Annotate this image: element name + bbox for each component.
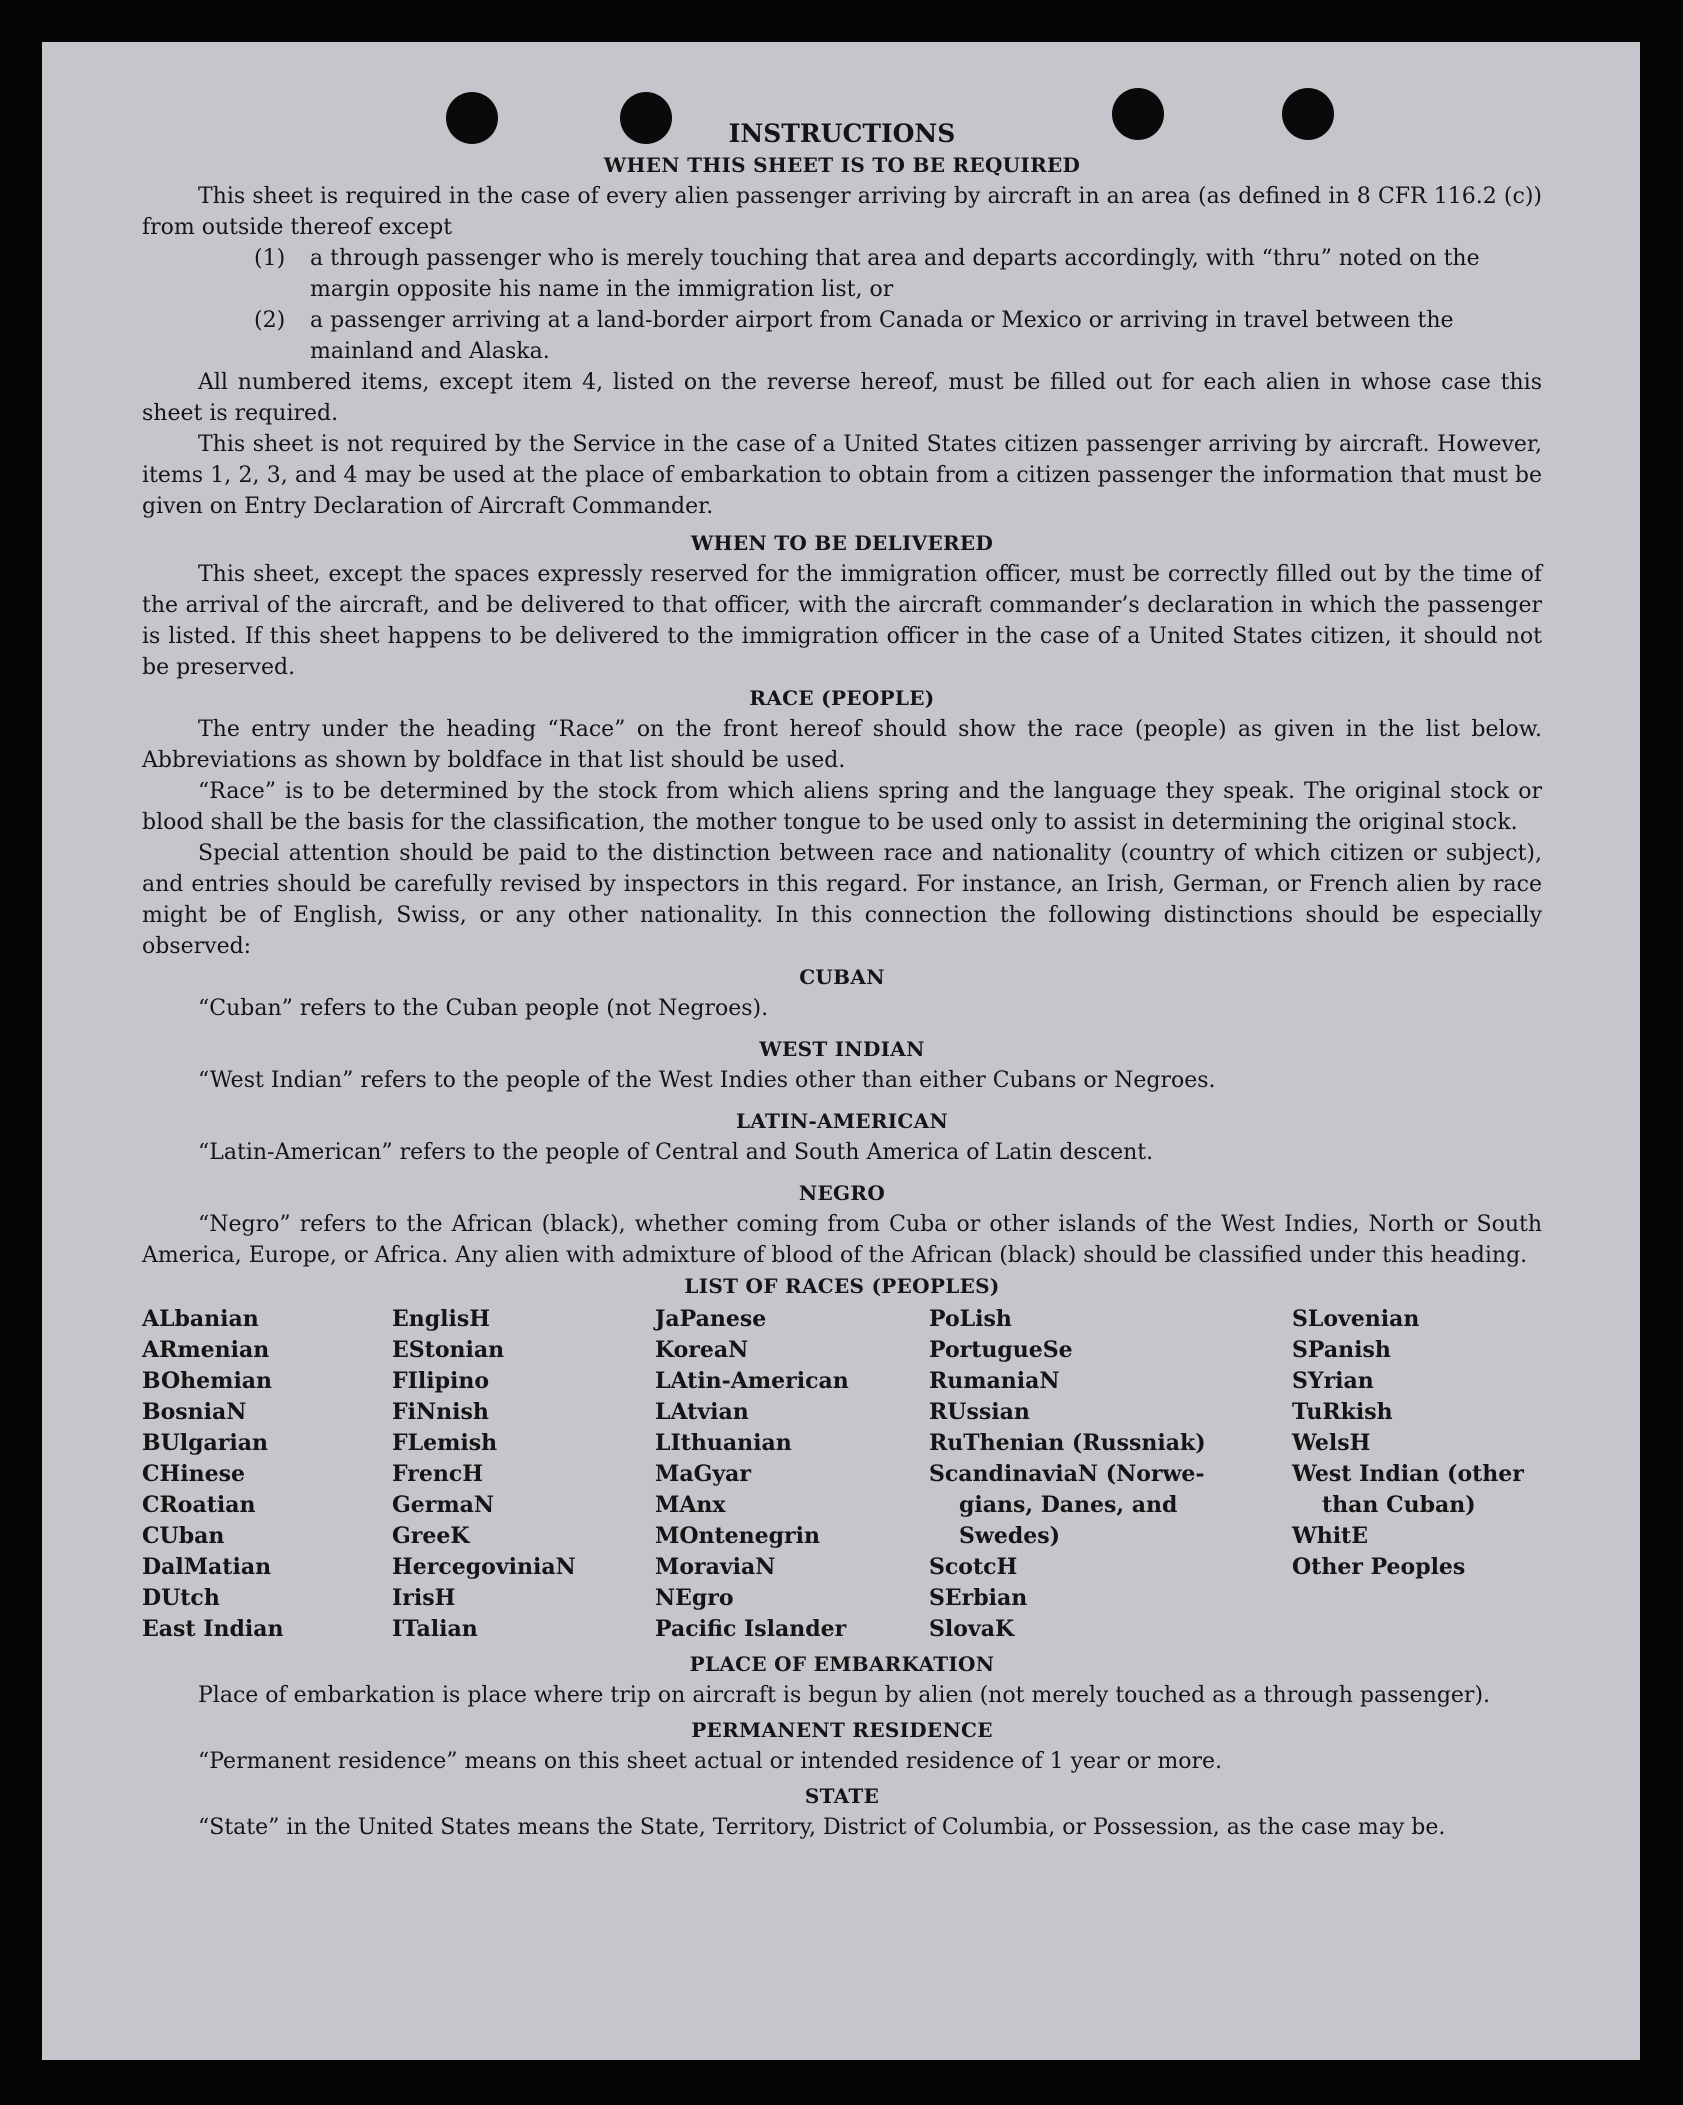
race-entry: Other Peoples: [1292, 1554, 1466, 1580]
section-heading-state: STATE: [804, 1784, 880, 1808]
race-entry: BosniaN: [142, 1399, 247, 1425]
race-entry: LIthuanian: [655, 1430, 792, 1456]
section-heading-latin-american: LATIN-AMERICAN: [735, 1109, 949, 1133]
race-entry: East Indian: [142, 1616, 284, 1642]
paragraph: The entry under the heading “Race” on the front hereof should show the race (people) as given in the list below. Abbreviations as shown by boldface in that list should be used.: [142, 717, 1542, 773]
race-entry: PortugueSe: [929, 1337, 1073, 1363]
item-number: (2): [254, 308, 286, 333]
race-entry: EnglisH: [392, 1306, 491, 1332]
races-column: [655, 1304, 929, 1645]
race-entry: BUlgarian: [142, 1430, 268, 1456]
race-entry: SErbian: [929, 1585, 1028, 1611]
race-entry: DUtch: [142, 1585, 220, 1611]
race-entry: LAtvian: [655, 1399, 749, 1425]
race-entry: TuRkish: [1292, 1399, 1393, 1425]
race-entry: SlovaK: [929, 1616, 1015, 1642]
race-entry: LAtin-American: [655, 1368, 849, 1394]
section-heading-when-delivered: WHEN TO BE DELIVERED: [690, 531, 994, 555]
race-entry: ScandinaviaN (Norwe-: [929, 1461, 1205, 1487]
race-entry: CHinese: [142, 1461, 246, 1487]
paragraph: All numbered items, except item 4, listed on the reverse hereof, must be filled out for each alien in whose case this sheet is required.: [142, 370, 1542, 426]
race-entry: West Indian (other: [1292, 1461, 1524, 1487]
races-list: [142, 1304, 1542, 1645]
race-entry: RumaniaN: [929, 1368, 1060, 1394]
race-entry: MoraviaN: [655, 1554, 776, 1580]
race-entry: MAnx: [655, 1492, 726, 1518]
race-entry: NEgro: [655, 1585, 734, 1611]
race-entry: DalMatian: [142, 1554, 272, 1580]
item-text: a through passenger who is merely touching that area and departs accordingly, with “thru” noted on the margin opposite his name in the immigration list, or: [310, 246, 1480, 302]
races-column: [392, 1304, 655, 1645]
section-heading-list-of-races: LIST OF RACES (PEOPLES): [684, 1274, 1000, 1298]
race-entry: PoLish: [929, 1306, 1012, 1332]
race-entry: FrencH: [392, 1461, 483, 1487]
race-entry: IrisH: [392, 1585, 456, 1611]
paragraph: “State” in the United States means the State, Territory, District of Columbia, or Possession, as the case may be.: [198, 1815, 1446, 1840]
races-column: [929, 1304, 1292, 1645]
section-heading-embarkation: PLACE OF EMBARKATION: [689, 1652, 995, 1676]
race-entry: JaPanese: [655, 1306, 767, 1332]
item-text: a passenger arriving at a land-border airport from Canada or Mexico or arriving in travel between the mainland and Alaska.: [310, 308, 1454, 364]
race-entry: MOntenegrin: [655, 1523, 820, 1549]
race-entry: RUssian: [929, 1399, 1030, 1425]
race-entry: gians, Danes, and: [959, 1492, 1178, 1518]
paragraph: “Cuban” refers to the Cuban people (not Negroes).: [198, 996, 769, 1021]
page-title: INSTRUCTIONS: [728, 119, 956, 148]
section-heading-cuban: CUBAN: [799, 965, 885, 989]
race-entry: WhitE: [1292, 1523, 1368, 1549]
race-entry: WelsH: [1292, 1430, 1371, 1456]
paragraph: This sheet is not required by the Service in the case of a United States citizen passenger arriving by aircraft. However, items 1, 2, 3, and 4 may be used at the place of embarkation to obtain from a citizen passenger the information that must be given on Entry Declaration of Aircraft Commander.: [142, 432, 1542, 519]
race-entry: GreeK: [392, 1523, 470, 1549]
race-entry: MaGyar: [655, 1461, 752, 1487]
paragraph: “Latin-American” refers to the people of Central and South America of Latin descent.: [198, 1140, 1154, 1165]
races-column: [142, 1304, 392, 1645]
section-heading-negro: NEGRO: [798, 1181, 886, 1205]
paragraph: Place of embarkation is place where trip on aircraft is begun by alien (not merely touched as a through passenger).: [198, 1683, 1491, 1708]
paragraph: Special attention should be paid to the distinction between race and nationality (country of which citizen or subject), and entries should be carefully revised by inspectors in this regard. For instance, an Irish, German, or French alien by race might be of English, Swiss, or any other nationality. In this connection the following distinctions should be especially observed:: [142, 841, 1542, 959]
race-entry: GermaN: [392, 1492, 495, 1518]
paragraph: This sheet, except the spaces expressly reserved for the immigration officer, must be correctly filled out by the time of the arrival of the aircraft, and be delivered to that officer, with the aircraft commander’s declaration in which the passenger is listed. If this sheet happens to be delivered to the immigration officer in the case of a United States citizen, it should not be preserved.: [142, 562, 1542, 680]
race-entry: RuThenian (Russniak): [929, 1430, 1206, 1456]
race-entry: ITalian: [392, 1616, 478, 1642]
paragraph: “West Indian” refers to the people of the West Indies other than either Cubans or Negroes.: [198, 1068, 1216, 1093]
race-entry: ScotcH: [929, 1554, 1018, 1580]
paragraph: “Race” is to be determined by the stock from which aliens spring and the language they speak. The original stock or blood shall be the basis for the classification, the mother tongue to be used only to assist in determining the original stock.: [142, 779, 1542, 835]
list-item: [254, 243, 1542, 305]
race-entry: KoreaN: [655, 1337, 749, 1363]
race-entry: FLemish: [392, 1430, 498, 1456]
list-item: [254, 305, 1542, 367]
race-entry: SLovenian: [1292, 1306, 1420, 1332]
race-entry: SYrian: [1292, 1368, 1374, 1394]
race-entry: HercegoviniaN: [392, 1554, 576, 1580]
race-entry: CUban: [142, 1523, 225, 1549]
section-heading-race: RACE (PEOPLE): [749, 686, 935, 710]
section-heading-permanent-residence: PERMANENT RESIDENCE: [691, 1718, 993, 1742]
section-heading-when-required: WHEN THIS SHEET IS TO BE REQUIRED: [603, 153, 1081, 177]
race-entry: ALbanian: [142, 1306, 259, 1332]
instructions-content: [142, 118, 1542, 1843]
race-entry: BOhemian: [142, 1368, 273, 1394]
race-entry: Pacific Islander: [655, 1616, 847, 1642]
race-entry: SPanish: [1292, 1337, 1391, 1363]
section-heading-west-indian: WEST INDIAN: [759, 1037, 925, 1061]
paragraph: “Permanent residence” means on this sheet actual or intended residence of 1 year or more.: [198, 1749, 1223, 1774]
race-entry: EStonian: [392, 1337, 505, 1363]
race-entry: CRoatian: [142, 1492, 256, 1518]
race-entry: FIlipino: [392, 1368, 490, 1394]
paragraph: This sheet is required in the case of every alien passenger arriving by aircraft in an area (as defined in 8 CFR 116.2 (c)) from outside thereof except: [142, 184, 1542, 240]
race-entry: ARmenian: [142, 1337, 270, 1363]
race-entry: FiNnish: [392, 1399, 489, 1425]
race-entry: than Cuban): [1322, 1492, 1476, 1518]
item-number: (1): [254, 246, 286, 271]
paragraph: “Negro” refers to the African (black), whether coming from Cuba or other islands of the West Indies, North or South America, Europe, or Africa. Any alien with admixture of blood of the African (black) should be classified under this heading.: [142, 1212, 1542, 1268]
race-entry: Swedes): [959, 1523, 1060, 1549]
races-column: [1292, 1304, 1542, 1645]
document-sheet: [42, 42, 1640, 2060]
